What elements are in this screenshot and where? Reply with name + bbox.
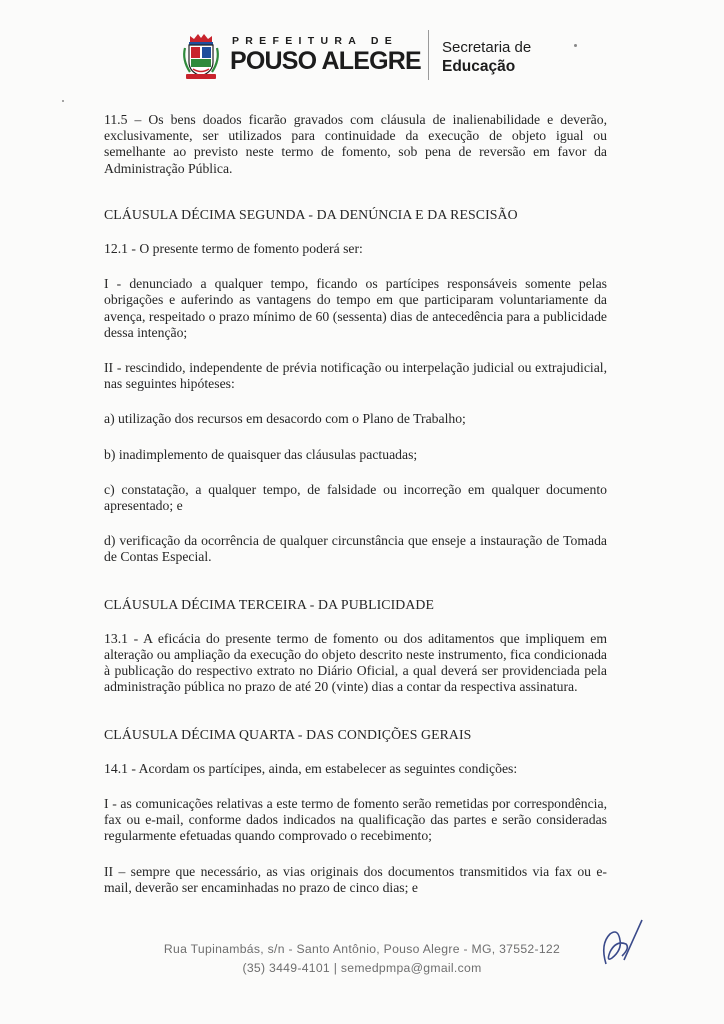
paragraph-12-1: 12.1 - O presente termo de fomento poderá ser:: [104, 241, 363, 257]
paragraph-12-c: c) constatação, a qualquer tempo, de falsidade ou incorreção em qualquer documento apresentado; e: [104, 481, 607, 514]
header-divider: [428, 30, 429, 80]
footer-contact: (35) 3449-4101 | semedpmpa@gmail.com: [242, 961, 482, 975]
clause-14-heading: CLÁUSULA DÉCIMA QUARTA - DAS CONDIÇÕES GERAIS: [104, 726, 472, 742]
paragraph-14-i: I - as comunicações relativas a este termo de fomento serão remetidas por correspondência, fax ou e-mail, conforme dados indicados na qualificação das partes e serão consideradas regularmente efetuadas quando comprovado o recebimento;: [104, 796, 607, 844]
document-body: [104, 112, 607, 915]
paragraph-12-b: b) inadimplemento de quaisquer das cláusulas pactuadas;: [104, 446, 418, 462]
scan-speck: [574, 44, 577, 47]
scan-speck: [62, 100, 64, 102]
paragraph-12-d: d) verificação da ocorrência de qualquer circunstância que enseje a instauração de Tomada de Contas Especial.: [104, 533, 607, 565]
paragraph-12-a: a) utilização dos recursos em desacordo com o Plano de Trabalho;: [104, 411, 466, 427]
clause-12-heading: CLÁUSULA DÉCIMA SEGUNDA - DA DENÚNCIA E DA RESCISÃO: [104, 206, 518, 222]
clause-13-heading: CLÁUSULA DÉCIMA TERCEIRA - DA PUBLICIDADE: [104, 596, 435, 612]
city-coat-of-arms-icon: [180, 32, 222, 80]
paragraph-12-i: I - denunciado a qualquer tempo, ficando os partícipes responsáveis somente pelas obrigações e auferindo as vantagens do tempo em que participaram voluntariamente da avença, respeitado o prazo mínimo de 60 (sessenta) dias de antecedência para a publicidade dessa intenção;: [104, 276, 607, 340]
paragraph-11-5: 11.5 – Os bens doados ficarão gravados com cláusula de inalienabilidade e deverão, exclusivamente, ser utilizados para continuidade da execução de objeto igual ou semelhante ao previsto neste termo de fomento, sob pena de reversão em favor da Administração Pública.: [104, 112, 607, 176]
paragraph-12-ii: II - rescindido, independente de prévia notificação ou interpelação judicial ou extrajudicial, nas seguintes hipóteses:: [104, 360, 607, 392]
paragraph-14-ii: II – sempre que necessário, as vias originais dos documentos transmitidos via fax ou e-mail, deverão ser encaminhadas no prazo de cinco dias; e: [104, 863, 607, 895]
prefeitura-label: PREFEITURA DE: [232, 35, 399, 47]
department-name: Educação: [442, 58, 516, 75]
letterhead: [0, 30, 724, 82]
paragraph-14-1: 14.1 - Acordam os partícipes, ainda, em estabelecer as seguintes condições:: [104, 760, 518, 776]
city-name-logo: POUSO ALEGRE: [230, 47, 421, 75]
secretaria-label: Secretaria de: [442, 39, 532, 56]
paragraph-13-1: 13.1 - A eficácia do presente termo de fomento ou dos aditamentos que impliquem em alteração ou ampliação da execução do objeto descrito neste instrumento, fica condicionada à publicação do respectivo extrato no Diário Oficial, a qual deverá ser providenciada pela administração pública no prazo de até 20 (vinte) dias a contar da respectiva assinatura.: [104, 630, 607, 695]
handwritten-initials-signature: [596, 914, 646, 974]
footer-address: Rua Tupinambás, s/n - Santo Antônio, Pouso Alegre - MG, 37552-122: [163, 942, 561, 956]
